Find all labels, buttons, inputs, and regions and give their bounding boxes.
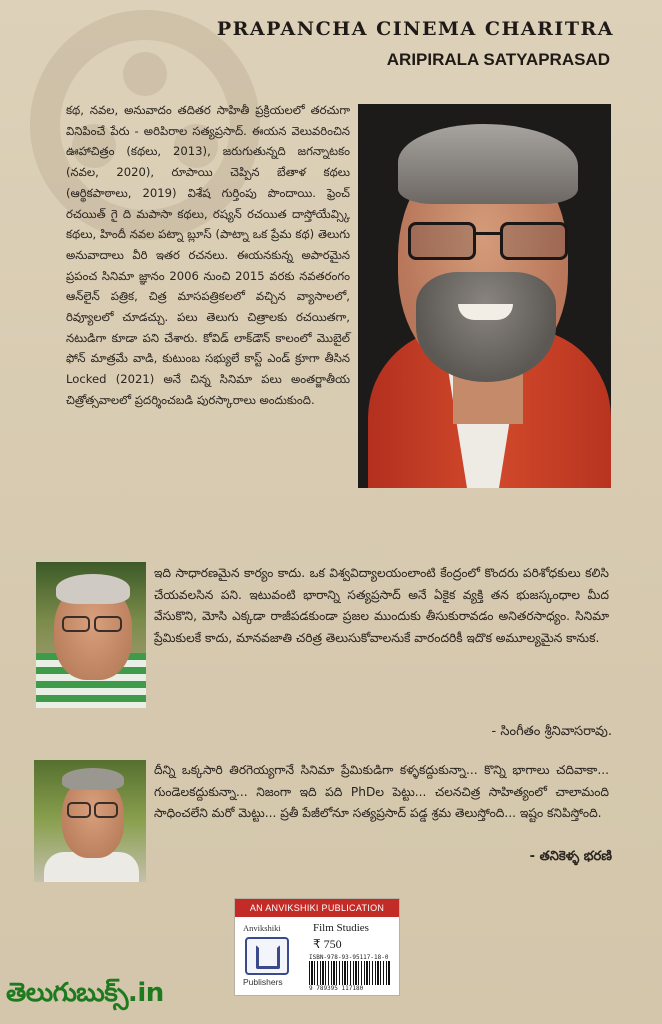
book-title: PRAPANCHA CINEMA CHARITRA: [216, 18, 614, 40]
book-category: Film Studies: [313, 922, 369, 934]
photo-glasses: [62, 616, 90, 632]
photo-glasses: [94, 802, 118, 818]
barcode-icon: [309, 961, 391, 985]
review-signature-1: - సింగీతం శ్రీనివాసరావు.: [491, 724, 612, 739]
barcode-number: 9 789395 117180: [309, 985, 364, 992]
glasses-lens: [500, 222, 568, 260]
glasses-lens: [408, 222, 476, 260]
publisher-label: Publishers: [243, 977, 283, 987]
reviewer-photo-singeetham: [36, 562, 146, 708]
photo-glasses: [94, 616, 122, 632]
site-watermark: తెలుగుబుక్స్.in: [6, 978, 164, 1008]
isbn-text: ISBN-978-93-95117-18-0: [309, 954, 389, 961]
portrait-hair: [398, 124, 578, 204]
portrait-smile: [458, 304, 513, 320]
photo-hair: [56, 574, 130, 604]
author-bio: కథ, నవల, అనువాదం తదితర సాహితీ ప్రక్రియలలో తరచుగా వినిపించే పేరు - అరిపిరాల సత్యప్రసాద్. ఈయన వెలువరించిన ఊహాచిత్రం (కథలు, 2013), జరుగుతున్నది జగన్నాటకం (నవల, 2020), రూపాయి చెప్పిన బేతాళ కథలు (ఆర్థికపాఠాలు, 2019) విశేష గుర్తింపు పొందాయి. ఫ్రెంచ్ రచయిత్ గై ది మపాసా కథలు, రష్యన్ రచయిత దాస్తోయేవ్స్కి కథలు, హిందీ నవల పట్నా బ్లూస్ (పాట్నా ఒక ప్రేమ కథ) తెలుగు అనువాదాలు వీరి ఇతర రచనలు. ఈయనకున్న అపారమైన ప్రపంచ సినిమా జ్ఞానం 2006 నుంచి 2015 వరకు నవతరంగం ఆన్‌లైన్ పత్రిక, చిత్ర మాసపత్రికలలో వచ్చిన వ్యాసాలలో, రివ్యూలలో చూడచ్చు. పలు తెలుగు చిత్రాలకు రచయితగా, నటుడిగా కూడా పని చేశారు. కోవిడ్ లాక్‌డౌన్ కాలంలో మొబైల్ ఫోన్ మాత్రమే వాడి, కుటుంబ సభ్యులే కాస్ట్ ఎండ్ క్రూగా తీసిన Locked (2021) అనే చిన్న సినిమా పలు అంతర్జాతీయ చిత్రోత్సవాలలో ప్రదర్శించబడి పురస్కారాలు అందుకుంది.: [66, 103, 350, 407]
photo-glasses: [67, 802, 91, 818]
portrait-glasses: [408, 222, 568, 256]
review-quote-2: దీన్ని ఒక్కసారి తిరగెయ్యగానే సినిమా ప్రేమికుడిగా కళ్ళకద్దుకున్నా... కొన్ని భాగాలు చదివాకా... గుండెలకద్దుకున్నా... నిజంగా ఇది పది PhDల పెట్టు... చలనచిత్ర సాహిత్యంలో చాలామంది సాధించలేని మరో మెట్టు... ప్రతీ పేజీలోనూ సత్యప్రసాద్ పడ్డ శ్రమ తెలుస్తోంది... ఇష్టం కనిపిస్తోంది.: [154, 763, 609, 820]
author-portrait: [358, 104, 611, 488]
book-author: ARIPIRALA SATYAPRASAD: [386, 50, 610, 69]
review-quote-1: ఇది సాధారణమైన కార్యం కాదు. ఒక విశ్వవిద్యాలయంలాంటి కేంద్రంలో కొందరు పరిశోధకులు కలిసి చేయవలసిన పని. ఇటువంటి భారాన్ని సత్యప్రసాద్ అనే ఏకైక వ్యక్తి తన భుజస్కంధాల మీద వేసుకొని, మోసి ఎక్కడా రాజీపడకుండా ప్రజల ముందుకు తీసుకురావడం అనితరసాధ్యం. సినిమా ప్రేమికులకే కాదు, మానవజాతి చరిత్ర తెలుసుకోవాలనుకే వారందరికీ ఇదొక అమూల్యమైన కానుక.: [154, 566, 609, 645]
publisher-logo-icon: [245, 937, 289, 975]
reel-hole: [123, 52, 167, 96]
portrait-beard: [416, 272, 556, 382]
glasses-bridge: [476, 232, 500, 235]
book-price: ₹ 750: [313, 937, 342, 951]
reviewer-photo-tanikella: [34, 760, 146, 882]
review-signature-2: - తనికెళ్ళ భరణి: [529, 849, 612, 864]
photo-hair: [62, 768, 124, 790]
publication-box: [234, 898, 400, 996]
publication-banner: AN ANVIKSHIKI PUBLICATION: [235, 899, 399, 917]
publisher-logo-name: Anvikshiki: [243, 923, 281, 933]
photo-face: [62, 778, 124, 858]
